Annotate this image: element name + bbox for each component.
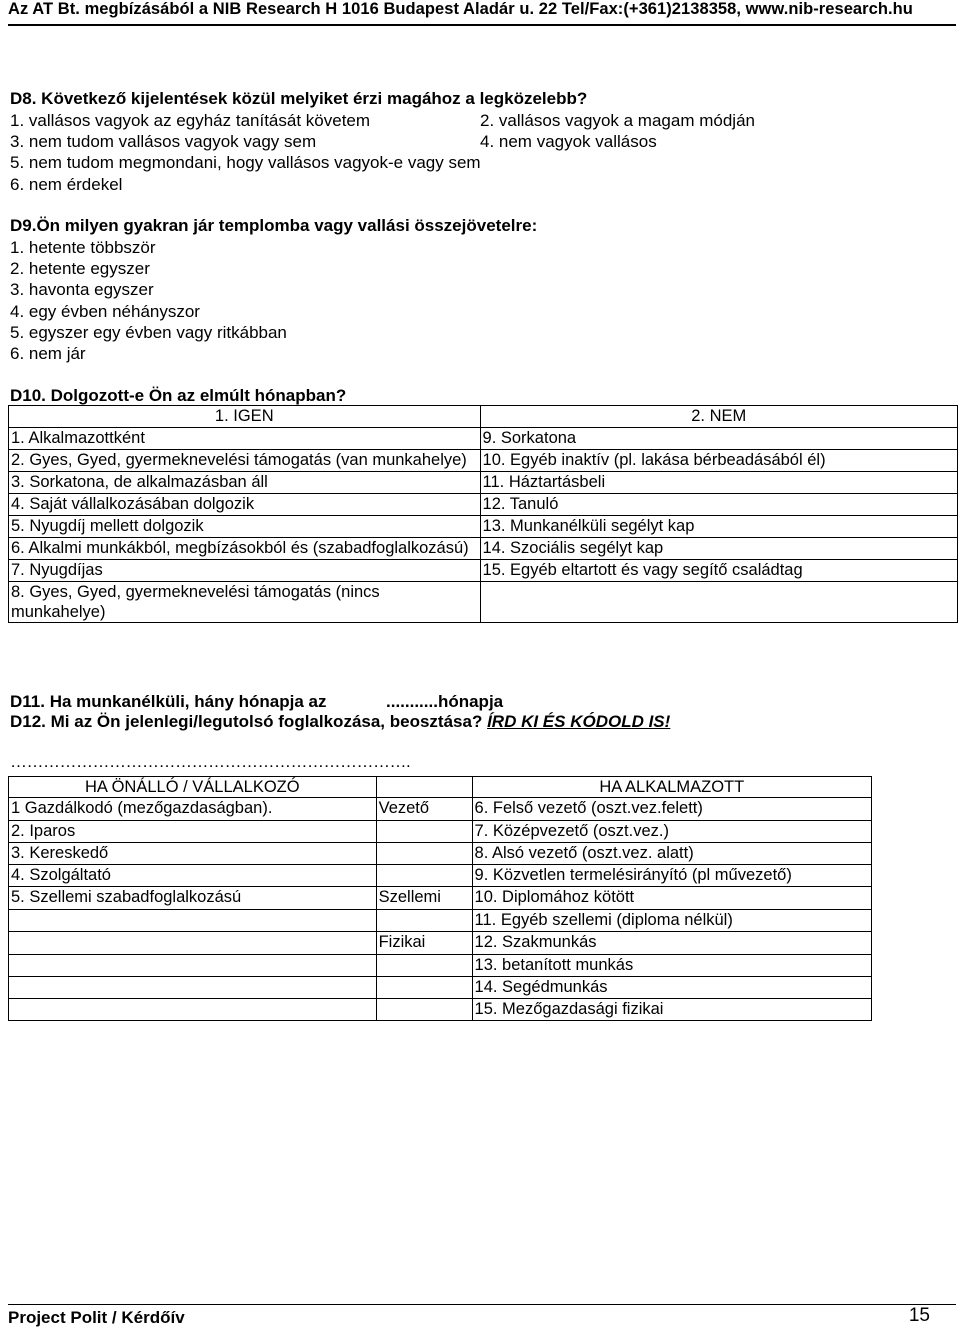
d10-cell: 2. Gyes, Gyed, gyermeknevelési támogatás (van munkahelye) [9,450,481,472]
d12-cell [376,999,472,1021]
d12-cell [9,977,377,999]
d9-option: 2. hetente egyszer [10,259,150,278]
d8-option-1: 1. vallásos vagyok az egyház tanítását követem [10,111,371,130]
d12-cell: 15. Mezőgazdasági fizikai [472,999,871,1021]
d12-cell [376,821,472,843]
d12-head-right: HA ALKALMAZOTT [472,777,871,798]
d12-cell [376,910,472,932]
d12-cell [376,955,472,977]
d10-cell: 11. Háztartásbeli [480,472,957,494]
d10-cell: 10. Egyéb inaktív (pl. lakása bérbeadásából él) [480,450,957,472]
table-row [9,472,958,494]
d8-option-3: 3. nem tudom vallásos vagyok vagy sem [10,132,317,151]
d9-option: 4. egy évben néhányszor [10,302,200,321]
table-row [9,798,872,821]
d12-question: D12. Mi az Ön jelenlegi/legutolsó foglalkozása, beosztása? [10,712,483,731]
d12-cell [9,955,377,977]
table-row [9,977,872,999]
d12-cell: 9. Közvetlen termelésirányító (pl művezető) [472,865,871,887]
d12-head-empty [376,777,472,798]
d12-cell [376,843,472,865]
page-header: Az AT Bt. megbízásából a NIB Research H 1016 Budapest Aladár u. 22 Tel/Fax:(+361)2138358, www.nib-research.hu [8,0,913,18]
d12-cell: Vezető [376,798,472,821]
d12-instruction: ÍRD KI ÉS KÓDOLD IS! [487,712,671,731]
table-row [9,428,958,450]
table-row [9,887,872,910]
d12-cell [9,910,377,932]
d12-cell: Szellemi [376,887,472,910]
d10-cell: 12. Tanuló [480,494,957,516]
d12-cell [376,977,472,999]
d12-cell: 14. Segédmunkás [472,977,871,999]
d11-question: D11. Ha munkanélküli, hány hónapja az [10,692,327,711]
d10-cell [480,582,957,623]
d12-cell: 3. Kereskedő [9,843,377,865]
table-row [9,865,872,887]
d9-option: 3. havonta egyszer [10,280,154,299]
table-row [9,843,872,865]
d10-cell: 9. Sorkatona [480,428,957,450]
table-row [9,582,958,623]
table-row [9,516,958,538]
d10-cell: 3. Sorkatona, de alkalmazásban áll [9,472,481,494]
d9-option: 1. hetente többször [10,238,156,257]
d10-cell: 14. Szociális segélyt kap [480,538,957,560]
d10-cell: 15. Egyéb eltartott és vagy segítő családtag [480,560,957,582]
table-row [9,494,958,516]
d8-option-2: 2. vallásos vagyok a magam módján [480,111,755,130]
d11-answer: ...........hónapja [386,692,504,711]
table-row [9,821,872,843]
table-row [9,955,872,977]
table-row [9,450,958,472]
d12-cell: Fizikai [376,932,472,955]
table-row [9,406,958,428]
d8-option-6: 6. nem érdekel [10,175,123,194]
d12-cell [9,999,377,1021]
d10-question: D10. Dolgozott-e Ön az elmúlt hónapban? [10,386,347,405]
table-row [9,538,958,560]
d12-cell: 8. Alsó vezető (oszt.vez. alatt) [472,843,871,865]
table-row [9,560,958,582]
header-rule [8,24,956,26]
d12-cell: 5. Szellemi szabadfoglalkozású [9,887,377,910]
d12-dots: ………………………………………………………………. [10,752,411,771]
d12-cell: 4. Szolgáltató [9,865,377,887]
table-row [9,999,872,1021]
d12-cell: 6. Felső vezető (oszt.vez.felett) [472,798,871,821]
footer-rule [8,1304,956,1305]
d12-cell: 11. Egyéb szellemi (diploma nélkül) [472,910,871,932]
d8-option-5: 5. nem tudom megmondani, hogy vallásos vagyok-e vagy sem [10,153,481,172]
d10-table [8,405,958,623]
d12-cell: 1 Gazdálkodó (mezőgazdaságban). [9,798,377,821]
d9-question: D9.Ön milyen gyakran jár templomba vagy vallási összejövetelre: [10,216,538,235]
d10-head-yes: 1. IGEN [9,406,481,428]
d12-cell: 12. Szakmunkás [472,932,871,955]
d12-cell [9,932,377,955]
d8-option-4: 4. nem vagyok vallásos [480,132,657,151]
d10-cell: 13. Munkanélküli segélyt kap [480,516,957,538]
d10-cell: 7. Nyugdíjas [9,560,481,582]
d12-cell: 13. betanított munkás [472,955,871,977]
d10-head-no: 2. NEM [480,406,957,428]
d10-cell: 6. Alkalmi munkákból, megbízásokból és (szabadfoglalkozású) [9,538,481,560]
d10-cell: 8. Gyes, Gyed, gyermeknevelési támogatás (nincs munkahelye) [9,582,481,623]
d8-question: D8. Következő kijelentések közül melyiket érzi magához a legközelebb? [10,89,588,108]
d12-cell: 7. Középvezető (oszt.vez.) [472,821,871,843]
d10-cell: 5. Nyugdíj mellett dolgozik [9,516,481,538]
d12-table [8,776,872,1021]
table-row [9,777,872,798]
d9-option: 6. nem jár [10,344,86,363]
table-row [9,932,872,955]
d10-cell: 1. Alkalmazottként [9,428,481,450]
page-number: 15 [908,1305,930,1326]
d12-head-left: HA ÖNÁLLÓ / VÁLLALKOZÓ [9,777,377,798]
d10-cell: 4. Saját vállalkozásában dolgozik [9,494,481,516]
d12-cell: 2. Iparos [9,821,377,843]
table-row [9,910,872,932]
d9-option: 5. egyszer egy évben vagy ritkábban [10,323,287,342]
d12-cell [376,865,472,887]
d12-question-row [10,712,670,732]
d12-cell: 10. Diplomához kötött [472,887,871,910]
footer-title: Project Polit / Kérdőív [8,1308,185,1327]
